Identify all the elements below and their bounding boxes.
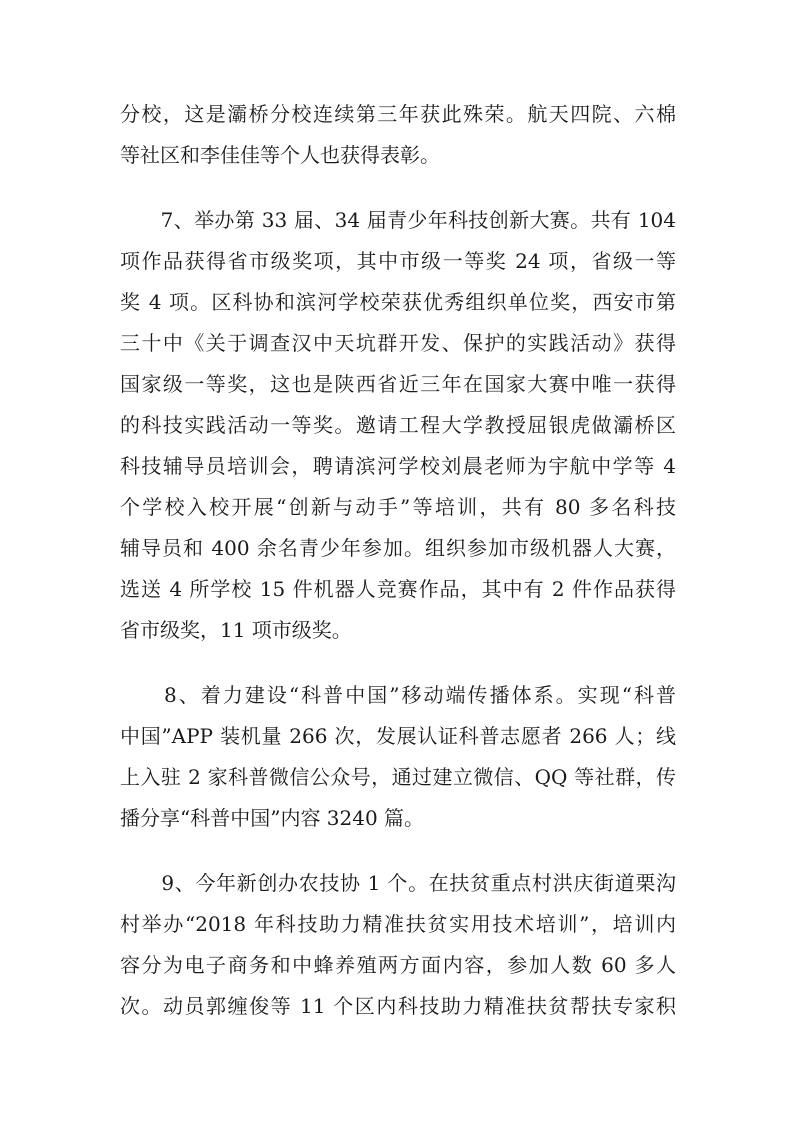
- text-line: 等社区和李佳佳等个人也获得表彰。: [120, 143, 440, 167]
- text-line: 国家级一等奖，这也是陕西省近三年在国家大赛中唯一获得: [120, 372, 676, 396]
- text-line: 科技辅导员培训会，聘请滨河学校刘晨老师为宇航中学等 4: [120, 454, 676, 478]
- document-body: [120, 94, 676, 1027]
- paragraph-item-9: [120, 863, 676, 1027]
- text-line: 三十中《关于调查汉中天坑群开发、保护的实践活动》获得: [120, 331, 676, 355]
- text-line: 分校，这是灞桥分校连续第三年获此殊荣。航天四院、六棉: [120, 102, 676, 126]
- paragraph-1: [120, 94, 676, 176]
- text-line: 中国”APP 装机量 266 次，发展认证科普志愿者 266 人；线: [120, 724, 676, 748]
- paragraph-gap: [120, 651, 676, 675]
- text-line: 7、举办第 33 届、34 届青少年科技创新大赛。共有 104: [120, 208, 676, 232]
- text-line: 辅导员和 400 余名青少年参加。组织参加市级机器人大赛，: [120, 536, 676, 560]
- text-line: 播分享“科普中国”内容 3240 篇。: [120, 806, 425, 830]
- text-line: 项作品获得省市级奖项，其中市级一等奖 24 项，省级一等: [120, 249, 676, 273]
- text-line: 村举办“2018 年科技助力精准扶贫实用技术培训”，培训内: [120, 912, 676, 936]
- text-line: 的科技实践活动一等奖。邀请工程大学教授屈银虎做灞桥区: [120, 413, 676, 437]
- text-line: 个学校入校开展“创新与动手”等培训，共有 80 多名科技: [120, 495, 676, 519]
- text-line: 奖 4 项。区科协和滨河学校荣获优秀组织单位奖，西安市第: [120, 290, 676, 314]
- text-line: 省市级奖，11 项市级奖。: [120, 618, 352, 642]
- paragraph-gap: [120, 176, 676, 200]
- paragraph-gap: [120, 839, 676, 863]
- paragraph-item-7: [120, 200, 676, 651]
- text-line: 上入驻 2 家科普微信公众号，通过建立微信、QQ 等社群，传: [120, 765, 676, 789]
- text-line: 容分为电子商务和中蜂养殖两方面内容，参加人数 60 多人: [120, 953, 676, 977]
- paragraph-item-8: [120, 675, 676, 839]
- text-line: 8、着力建设“科普中国”移动端传播体系。实现“科普: [120, 683, 676, 707]
- text-line: 次。动员郭缠俊等 11 个区内科技助力精准扶贫帮扶专家积: [120, 994, 676, 1018]
- text-line: 选送 4 所学校 15 件机器人竞赛作品，其中有 2 件作品获得: [120, 577, 676, 601]
- text-line: 9、今年新创办农技协 1 个。在扶贫重点村洪庆街道栗沟: [120, 871, 676, 895]
